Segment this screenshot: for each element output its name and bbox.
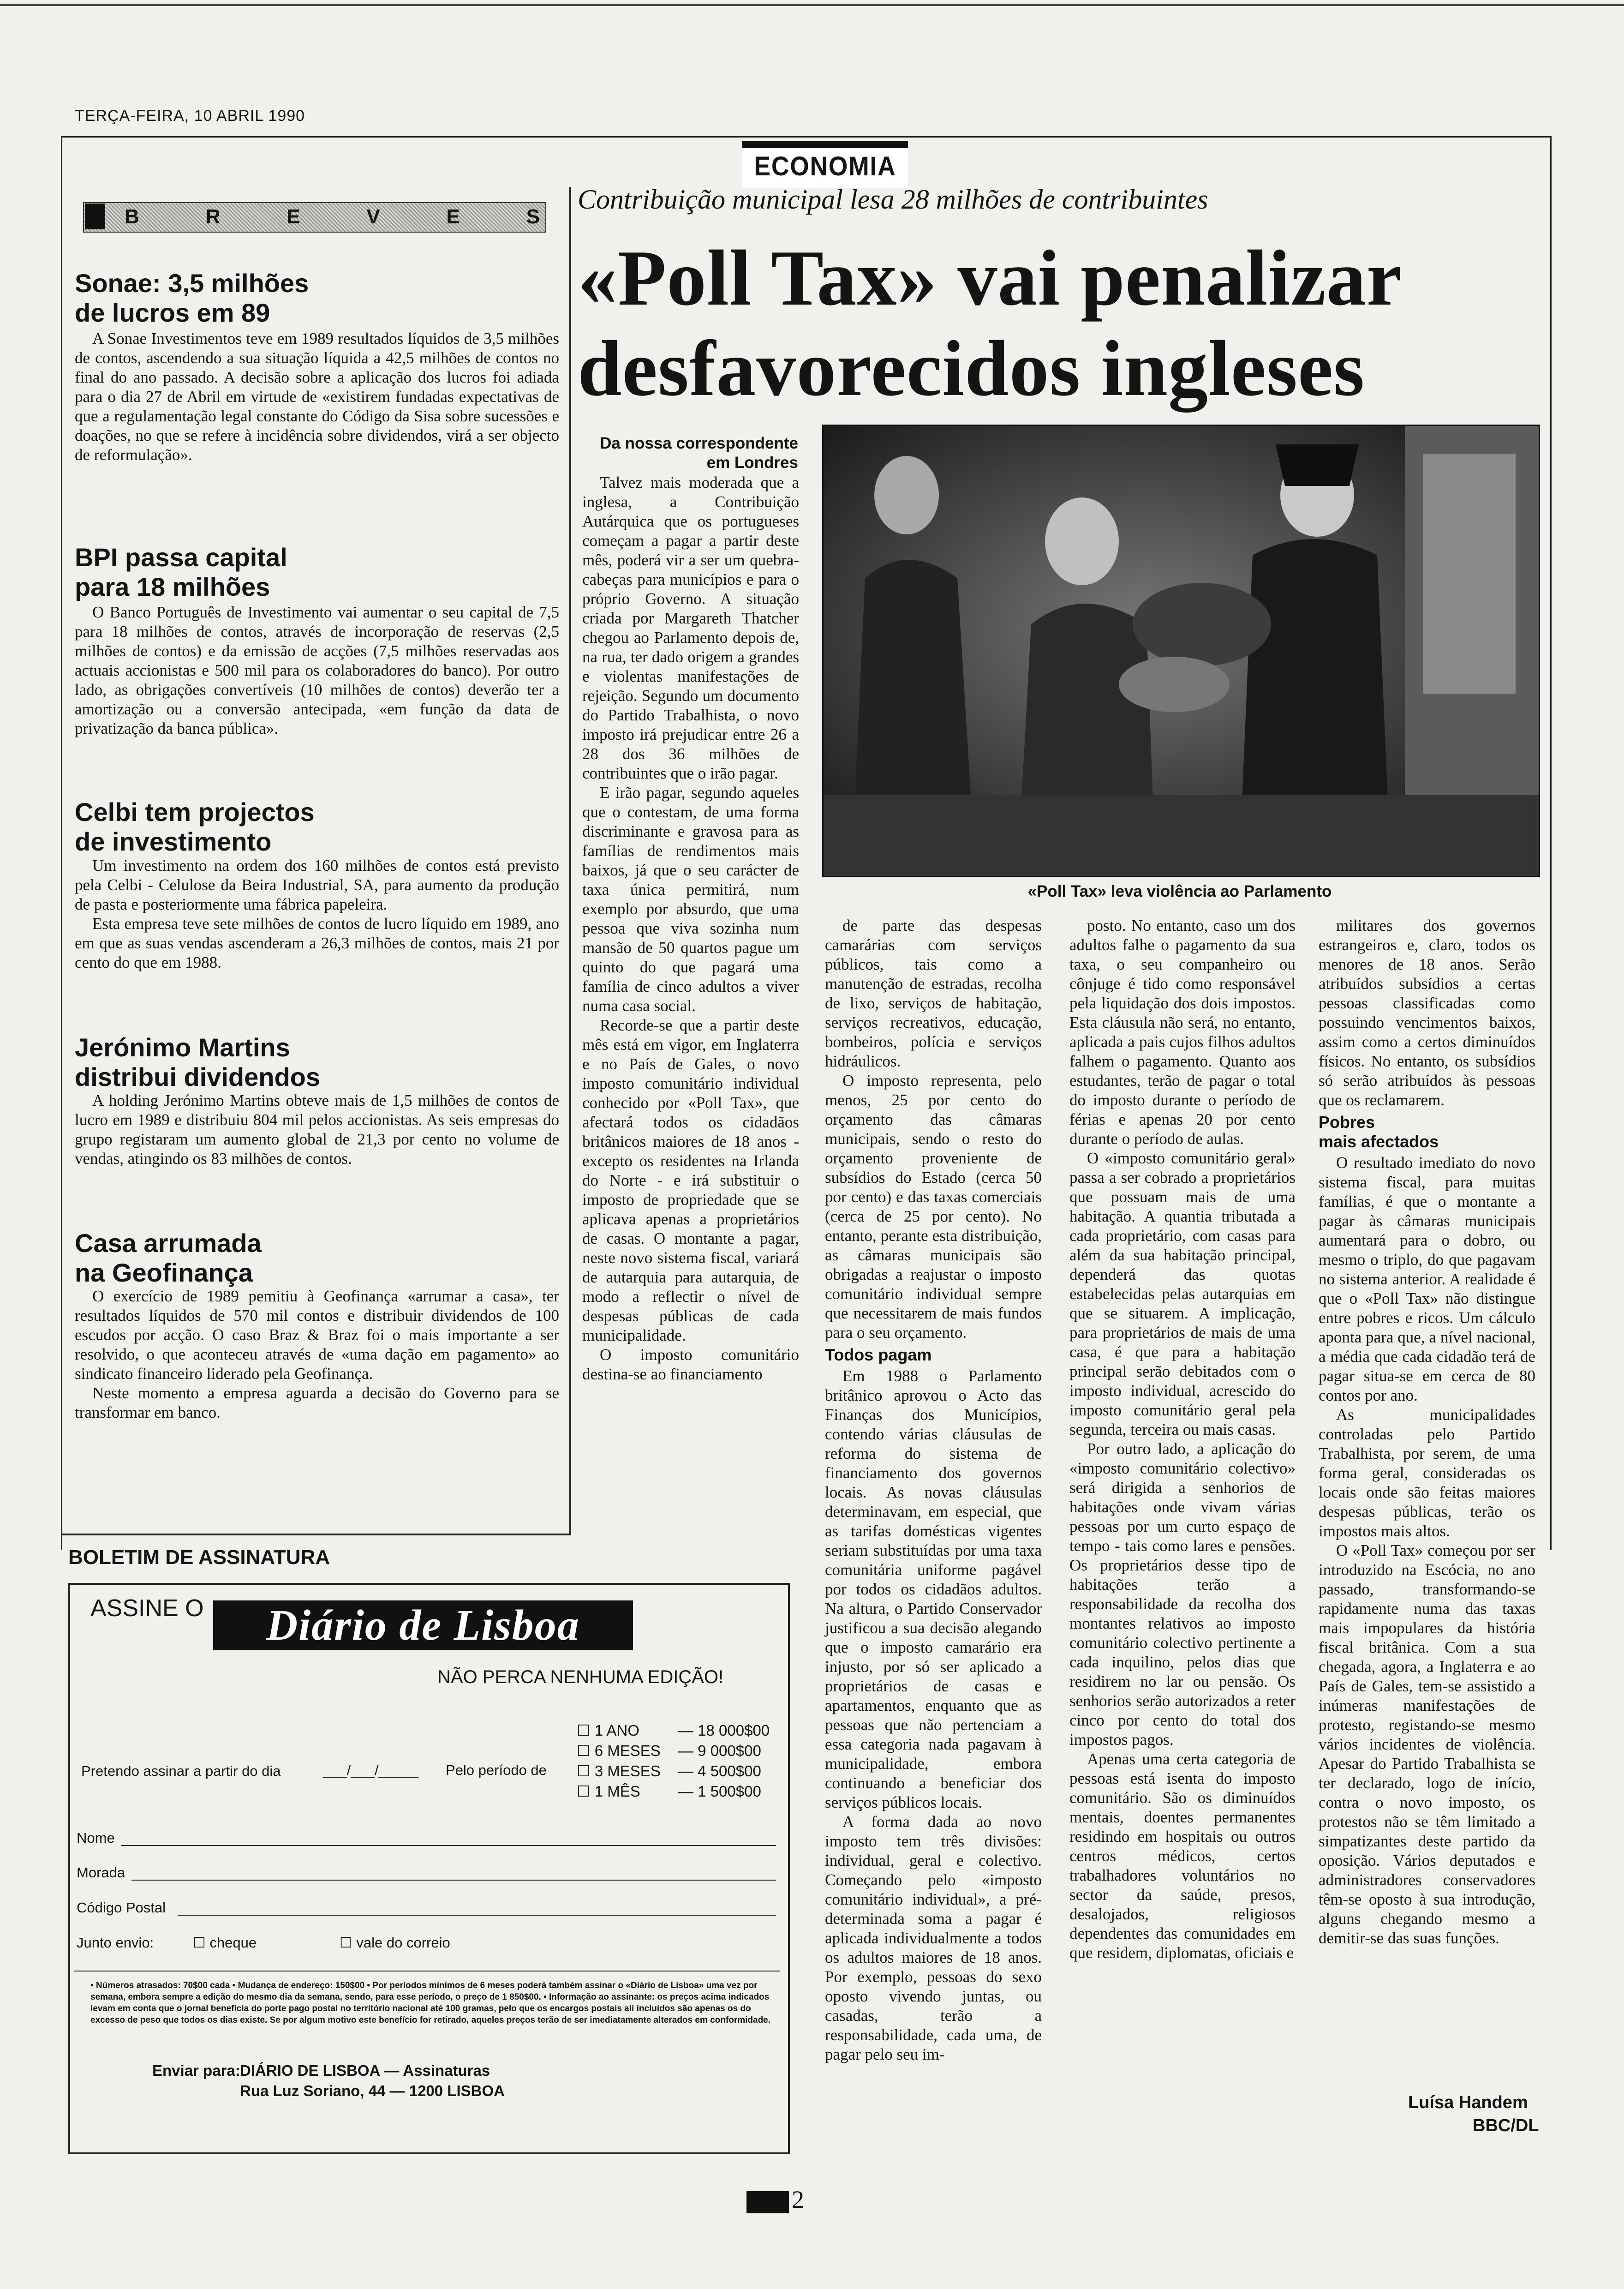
period-option[interactable] (577, 1761, 770, 1781)
subheading: Todos pagam (825, 1345, 932, 1364)
send-to-line: DIÁRIO DE LISBOA — Assinaturas (240, 2062, 490, 2079)
cheque-checkbox[interactable]: ☐ cheque (193, 1935, 257, 1951)
author-name: Luísa Handem (1408, 2093, 1528, 2112)
period-label: Pelo período de (446, 1762, 547, 1778)
start-date-field[interactable]: ___/___/_____ (323, 1762, 418, 1778)
period-option-price: — 9 000$00 (678, 1742, 761, 1759)
subheading: Pobres mais afectados (1319, 1113, 1439, 1151)
photo-caption: «Poll Tax» leva violência ao Parlamento (1027, 882, 1332, 900)
article-paragraph: posto. No entanto, caso um dos adultos falhe o pagamento da sua taxa, o seu companheiro ou cônjuge é tido como responsável pela liquidação dos dois impostos. Esta cláusula não será, no entanto, aplicada a pais cujos filhos adultos falhem o pagamento. Quanto aos estudantes, terão de pagar o total do imposto durante o período de férias e apenas 20 por cento durante o período de aulas. (1069, 917, 1296, 1148)
period-option-label: ☐ 3 MESES (577, 1762, 661, 1780)
send-to-line: Rua Luz Soriano, 44 — 1200 LISBOA (240, 2082, 505, 2099)
article-paragraph: O resultado imediato do novo sistema fiscal, para muitas famílias, é que o montante a pagar às câmaras municipais aumentará para o dobro, ou mesmo o triplo, do que pagavam no sistema anterior. A realidade é que o «Poll Tax» não distingue entre pobres e ricos. Um cálculo aponta para que, a nível nacional, a média que cada cidadão terá de pagar situa-se em cerca de 80 contos por ano. (1319, 1154, 1535, 1404)
period-option-price: — 18 000$00 (678, 1722, 770, 1739)
article-paragraph: O imposto representa, pelo menos, 25 por cento do orçamento das câmaras municipais, sendo o resto do orçamento proveniente de subsídios do Estado (cerca 50 por cento) e das taxas comerciais (cerca de 25 por cento). No entanto, perante esta distribuição, as câmaras municipais são obrigadas a reajustar o imposto comunitário individual sempre que necessitarem de mais fundos para o seu orçamento. (825, 1072, 1042, 1342)
period-option-label: ☐ 1 MÊS (577, 1783, 640, 1800)
brief-paragraph: A holding Jerónimo Martins obteve mais de 1,5 milhões de contos de lucro em 1989 e distribuiu 804 mil pelos accionistas. As seis empresas do grupo registaram um aumento global de 21,3 por cento no volume de vendas, atingindo os 83 milhões de contos. (75, 1091, 559, 1168)
top-rule (0, 4, 1624, 6)
article-column-3 (1069, 916, 1296, 1963)
breves-letter: S (526, 205, 540, 228)
brief-body (75, 1091, 559, 1168)
article-paragraph: de parte das despesas camarárias com serviços públicos, tais como a manutenção de estradas, recolha de lixo, serviços de habitação, serviços recreativos, educação, bombeiros, polícia e serviços hidráulicos. (825, 917, 1042, 1070)
headline-line: «Poll Tax» vai penalizar (578, 234, 1403, 322)
postal-code-field[interactable] (178, 1915, 776, 1916)
form-title: BOLETIM DE ASSINATURA (68, 1546, 330, 1569)
article-paragraph: militares dos governos estrangeiros e, claro, todos os menores de 18 anos. Serão atribuídos subsídios a certas pessoas classificadas como possuindo vencimentos baixos, assim como a certos diminuídos físicos. No entanto, os subsídios só serão atribuídos às pessoas que os reclamarem. (1319, 917, 1535, 1109)
subscription-note: • Números atrasados: 70$00 cada • Mudança de endereço: 150$00 • Por períodos mínimos de 6 meses poderá também assinar o «Diário de Lisboa» uma vez por semana, embora sempre a edição do mesmo dia da semana, sendo, para esse período, o preço de 1 850$00. • Informação ao assinante: os preços acima indicados levam em conta que o jornal beneficia do porte pago postal no território nacional até 100 gramas, pelo que os encargos postais ali incluídos são apenas os do excesso de peso que todos os dias existe. Se por algum motivo este benefício for retirado, aqueles preços terão de ser imediatamente alterados em conformidade. (90, 1981, 771, 2025)
assine-label: ASSINE O (90, 1595, 204, 1622)
breves-square-icon (85, 204, 105, 229)
breves-letter: V (366, 205, 380, 228)
page-number (746, 2185, 804, 2214)
brief-paragraph: A Sonae Investimentos teve em 1989 resultados líquidos de 3,5 milhões de contos, ascendendo a sua situação líquida a 42,5 milhões de contos no final do ano passado. A decisão sobre a aplicação dos lucros foi adiada para o dia 27 de Abril em virtude de «existirem fundadas expectativas de que a regulamentação legal constante do Código da Sisa sobre sucessões e doações, no que se refere à incidência sobre dividendos, virá a ser objecto de reformulação». (75, 330, 559, 464)
address-field[interactable] (131, 1880, 776, 1881)
article-column-4 (1319, 916, 1535, 1948)
brief-paragraph: Um investimento na ordem dos 160 milhões de contos está previsto pela Celbi - Celulose da Beira Industrial, SA, para aumento da produção de pasta e posteriormente uma fábrica papeleira. (75, 857, 559, 913)
period-option[interactable] (577, 1781, 770, 1802)
period-option[interactable] (577, 1720, 770, 1741)
brief-paragraph: O Banco Português de Investimento vai aumentar o seu capital de 7,5 para 18 milhões de contos, através de incorporação de reservas (2,5 milhões de contos) e da emissão de acções (7,5 milhões reservadas aos actuais accionistas e 500 mil para os colaboradores do banco). Por outro lado, as obrigações convertíveis (10 milhões de contos) deverão ter a amortização ou a conversão antecipada, «em função da data de privatização da banca pública». (75, 603, 559, 737)
brief-paragraph: O exercício de 1989 pemitiu à Geofinança «arrumar a casa», ter resultados líquidos de 570 mil contos e distribuir dividendos de 100 escudos por acção. O caso Braz & Braz foi o mais importante a ser resolvido, o que aconteceu através de «uma dação em pagamento» ao sindicato financeiro liderado pela Geofinança. (75, 1287, 559, 1383)
brief-title: Jerónimo Martins distribui dividendos (75, 1033, 321, 1091)
breves-letter: E (287, 205, 300, 228)
agency-credit: BBC/DL (1473, 2116, 1539, 2135)
brief-body (75, 603, 559, 738)
newspaper-logo: Diário de Lisboa (213, 1600, 633, 1650)
article-paragraph: O imposto comunitário destina-se ao financiamento (582, 1346, 799, 1383)
section-label (742, 141, 908, 188)
article-paragraph: Apenas uma certa categoria de pessoas está isenta do imposto comunitário. São os diminuídos mentais, doentes permanentes residindo em hospitais ou outros centros médicos, certos trabalhadores voluntários no sector da saúde, presos, desalojados, religiosos dependentes das comunidades em que residem, diplomatas, oficiais e (1069, 1750, 1296, 1962)
address-label: Morada (77, 1864, 125, 1881)
start-date-label: Pretendo assinar a partir do dia (81, 1763, 281, 1779)
breves-letter: R (205, 205, 221, 228)
breves-letter: B (125, 205, 139, 228)
brief-body (75, 856, 559, 972)
brief-body (75, 1287, 559, 1422)
period-option-label: ☐ 6 MESES (577, 1742, 661, 1759)
article-column-2 (825, 916, 1042, 2064)
news-photo-image (824, 426, 1539, 876)
brief-paragraph: Neste momento a empresa aguarda a decisão do Governo para se transformar em banco. (75, 1384, 559, 1421)
section-label-text: ECONOMIA (753, 151, 896, 181)
article-paragraph: Talvez mais moderada que a inglesa, a Contribuição Autárquica que os portugueses começam a pagar a partir deste mês, poderá vir a ser um quebra-cabeças para municípios e para o próprio Governo. A situação criada por Margareth Thatcher chegou ao Parlamento depois de, na rua, ter dado origem a grandes e violentas manifestações de rejeição. Segundo um documento do Partido Trabalhista, o novo imposto irá prejudicar entre 26 a 28 dos 36 milhões de contribuintes que o irão pagar. (582, 473, 799, 782)
slogan: NÃO PERCA NENHUMA EDIÇÃO! (437, 1667, 724, 1687)
article-paragraph: O «imposto comunitário geral» passa a ser cobrado a proprietários que possuam mais de uma habitação. A quantia tributada a cada proprietário, com casas para além da sua habitação principal, dependerá das quotas estabelecidas pelas autarquias em que se situarem. A implicação, para proprietários de mais de uma casa, é que para a habitação principal serão debitados com o imposto individual, acrescido do imposto comunitário geral pela segunda, terceira ou mais casas. (1069, 1149, 1296, 1438)
dl-mark-icon (746, 2191, 789, 2213)
page-date: TERÇA-FEIRA, 10 ABRIL 1990 (75, 107, 305, 125)
brief-title: Sonae: 3,5 milhões de lucros em 89 (75, 269, 309, 327)
brief-paragraph: Esta empresa teve sete milhões de contos de lucro líquido em 1989, ano em que as suas vendas ascenderam a 26,3 milhões de contos, mais 21 por cento do que em 1988. (75, 915, 559, 971)
period-option-price: — 1 500$00 (678, 1783, 761, 1800)
article-paragraph: Por outro lado, a aplicação do «imposto comunitário colectivo» será dirigida a senhorios de habitações onde vivam várias pessoas por um curto espaço de tempo - tais como lares e pensões. Os proprietários desse tipo de habitações terão a responsabilidade da recolha dos montantes relativos ao imposto comunitário colectivo pertinente a cada inquilino, pelos dias que residirem no lar ou pensão. Os senhorios serão autorizados a reter cinco por cento do total dos impostos pagos. (1069, 1440, 1296, 1749)
article-paragraph: Recorde-se que a partir deste mês está em vigor, em Inglaterra e no País de Gales, o novo imposto comunitário individual conhecido por «Poll Tax», que afectará todos os cidadãos britânicos maiores de 18 anos - excepto os residentes na Irlanda do Norte - e irá substituir o imposto de propriedade que se aplicava apenas a proprietários de casas. O montante a pagar, neste novo sistema fiscal, variará de autarquia para autarquia, de modo a reflectir o nível de despesas públicas de cada municipalidade. (582, 1016, 799, 1344)
article-headline (578, 233, 1402, 414)
brief-body (75, 329, 559, 465)
name-field[interactable] (121, 1845, 776, 1846)
article-paragraph: E irão pagar, segundo aqueles que o contestam, de uma forma discriminante e gravosa para as famílias de rendimentos mais baixos, já que o seu carácter de taxa única permitirá, num exemplo por absurdo, que uma pessoa que viva sozinha num mansão de 50 quartos pague um quinto do que pagará uma família de cinco adultos a viver numa casa social. (582, 784, 799, 1015)
breves-letters (125, 203, 540, 231)
article-column-1 (582, 473, 799, 1384)
payment-label: Junto envio: (77, 1935, 154, 1951)
period-option[interactable] (577, 1741, 770, 1761)
postal-code-label: Código Postal (77, 1900, 166, 1916)
article-kicker: Contribuição municipal lesa 28 milhões de contribuintes (578, 184, 1208, 215)
headline-line: desfavorecidos ingleses (578, 325, 1365, 413)
postal-order-checkbox[interactable]: ☐ vale do correio (340, 1935, 450, 1951)
name-label: Nome (77, 1830, 115, 1846)
brief-title: Celbi tem projectos de investimento (75, 797, 315, 856)
article-paragraph: As municipalidades controladas pelo Partido Trabalhista, por serem, de uma forma geral, consideradas os locais onde são feitas maiores despesas públicas, terão os impostos mais altos. (1319, 1406, 1535, 1540)
send-to-label: Enviar para: (152, 2062, 240, 2079)
page-number-value: 2 (792, 2186, 804, 2213)
article-paragraph: Em 1988 o Parlamento britânico aprovou o Acto das Finanças dos Municípios, contendo várias cláusulas de reforma do sistema de financiamento dos governos locais. As novas cláusulas determinavam, em especial, que as tarifas domésticas vigentes seriam substituídas por uma taxa comunitária uniforme pagável por todos os cidadãos adultos. Na altura, o Partido Conservador justificou a sua decisão alegando que o imposto camarário era injusto, por só ser aplicado a proprietários de casas e apartamentos, enquanto que as pessoas que não pertenciam a essa categoria nada pagavam à municipalidade, embora continuando a beneficiar dos serviços públicos locais. (825, 1367, 1042, 1811)
period-option-label: ☐ 1 ANO (577, 1722, 639, 1739)
brief-title: Casa arrumada na Geofinança (75, 1228, 262, 1287)
news-photo (822, 425, 1540, 877)
period-option-price: — 4 500$00 (678, 1762, 761, 1780)
breves-letter: E (446, 205, 460, 228)
article-paragraph: O «Poll Tax» começou por ser introduzido na Escócia, no ano passado, transformando-se rapidamente numa das taxas mais impopulares da história fiscal britânica. Com a sua chegada, agora, a Inglaterra e ao País de Gales, tem-se assistido a inúmeras manifestações de protesto, registando-se mesmo vários incidentes de violência. Apesar do Partido Trabalhista se ter declarado, logo de início, contra o novo imposto, os protestos não se têm limitado a simpatizantes deste partido da oposição. Vários deputados e administradores conservadores têm-se oposto à sua introdução, alguns chegando mesmo a demitir-se das suas funções. (1319, 1541, 1535, 1947)
byline: Da nossa correspondente em Londres (600, 434, 798, 472)
brief-title: BPI passa capital para 18 milhões (75, 543, 287, 601)
period-options (577, 1720, 770, 1802)
article-paragraph: A forma dada ao novo imposto tem três divisões: individual, geral e colectivo. Começando pelo «imposto comunitário individual», a pré-determinada soma a pagar é aplicada individualmente a todos os adultos maiores de 18 anos. Por exemplo, pessoas do sexo oposto vivendo juntas, ou casadas, terão a responsabilidade, cada uma, de pagar pelo seu im- (825, 1813, 1042, 2063)
